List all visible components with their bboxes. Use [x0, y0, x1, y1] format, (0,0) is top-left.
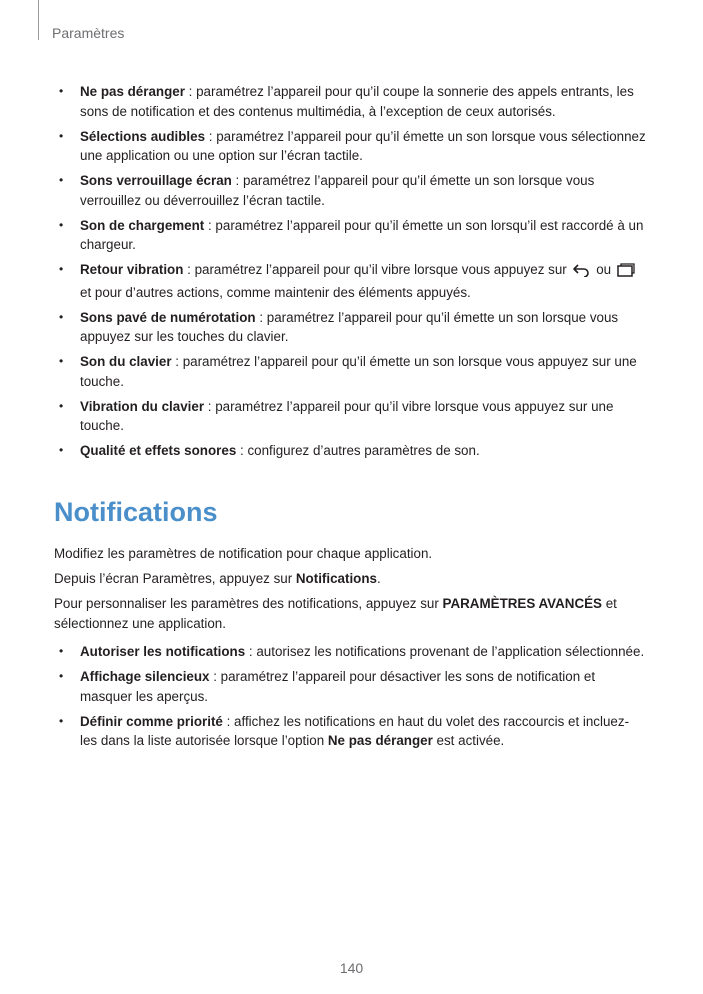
item-term: Son du clavier — [80, 354, 172, 369]
list-item — [54, 441, 646, 461]
item-term: Définir comme priorité — [80, 713, 223, 729]
bullet-dot: • — [59, 309, 64, 324]
item-description: : paramétrez l’appareil pour qu’il émette un son lorsqu’il est raccordé à un chargeur. — [80, 217, 644, 252]
item-term: Autoriser les notifications — [80, 644, 246, 659]
item-description-end: est activée. — [432, 733, 505, 748]
step-text: Pour personnaliser les paramètres des notifications, appuyez sur — [54, 596, 443, 611]
list-item — [54, 667, 646, 706]
notifications-step-1 — [54, 569, 646, 589]
notification-options-list — [54, 642, 646, 756]
item-term: Sélections audibles — [80, 128, 206, 144]
step-text-end: . — [376, 571, 381, 586]
item-term: Ne pas déranger — [80, 84, 185, 99]
sound-settings-list — [54, 82, 646, 466]
bullet-dot: • — [59, 354, 64, 368]
step-emphasis: PARAMÈTRES AVANCÉS — [442, 596, 602, 611]
item-description: : paramétrez l’appareil pour désactiver les sons de notification et masquer les aperçus. — [80, 669, 596, 704]
item-description: : configurez d’autres paramètres de son. — [236, 443, 480, 458]
section-title: Notifications — [54, 497, 218, 527]
item-description: : autorisez les notifications provenant de l’application sélectionnée. — [245, 644, 645, 659]
list-item — [54, 260, 646, 302]
bullet-dot: • — [59, 262, 64, 276]
item-term: Qualité et effets sonores — [80, 443, 237, 458]
bullet-dot: • — [59, 84, 64, 98]
list-item — [54, 642, 646, 662]
item-description: : paramétrez l’appareil pour qu’il vibre lorsque vous appuyez sur — [183, 262, 571, 277]
item-description: : paramétrez l’appareil pour qu’il émette un son lorsque vous sélectionnez une application ou une option sur l’écran tactile. — [80, 128, 646, 163]
bullet-dot: • — [59, 443, 64, 457]
step-text: Depuis l’écran Paramètres, appuyez sur — [54, 571, 296, 586]
recent-apps-icon — [617, 263, 635, 283]
item-term: Son de chargement — [80, 217, 205, 233]
step-emphasis: Notifications — [295, 571, 377, 586]
page-header-title: Paramètres — [52, 25, 125, 41]
list-item — [54, 308, 646, 347]
list-item — [54, 82, 646, 121]
item-description: : paramétrez l’appareil pour qu’il vibre lorsque vous appuyez sur une touche. — [80, 398, 614, 433]
item-term: Sons pavé de numérotation — [80, 309, 256, 325]
notifications-intro — [54, 544, 646, 564]
page-number: 140 — [339, 960, 364, 976]
bullet-dot: • — [59, 669, 64, 683]
item-description: : affichez les notifications en haut du volet des raccourcis et incluez-les dans la liste autorisée lorsque l’option — [80, 713, 630, 748]
item-description-or: ou — [592, 262, 615, 277]
step-text-end: et sélectionnez une application. — [54, 596, 617, 631]
item-description: : paramétrez l’appareil pour qu’il émette un son lorsque vous appuyez sur une touche. — [80, 354, 637, 389]
bullet-dot: • — [59, 713, 64, 728]
list-item — [54, 397, 646, 436]
list-item — [54, 216, 646, 255]
item-description: : paramétrez l’appareil pour qu’il coupe la sonnerie des appels entrants, les sons de notification et des contenus multimédia, à l’exception de ceux autorisés. — [80, 84, 634, 119]
bullet-dot: • — [59, 644, 64, 658]
header-rule — [38, 0, 39, 40]
item-term: Affichage silencieux — [80, 669, 210, 684]
item-description-end: et pour d’autres actions, comme maintenir des éléments appuyés. — [80, 284, 471, 300]
item-term: Sons verrouillage écran — [80, 173, 232, 188]
back-icon — [572, 263, 590, 283]
intro-text: Modifiez les paramètres de notification pour chaque application. — [54, 546, 433, 561]
list-item — [54, 171, 646, 210]
list-item — [54, 712, 646, 751]
item-term: Retour vibration — [80, 262, 184, 277]
item-description: : paramétrez l’appareil pour qu’il émette un son lorsque vous verrouillez ou déverrouillez l’écran tactile. — [80, 173, 595, 208]
bullet-dot: • — [59, 398, 64, 413]
bullet-dot: • — [59, 173, 64, 187]
bullet-dot: • — [59, 217, 64, 232]
item-description: : paramétrez l’appareil pour qu’il émette un son lorsque vous appuyez sur les touches du clavier. — [80, 309, 619, 344]
item-term-inline: Ne pas déranger — [327, 733, 433, 748]
item-term: Vibration du clavier — [80, 398, 205, 414]
list-item — [54, 352, 646, 391]
list-item — [54, 127, 646, 166]
bullet-dot: • — [59, 128, 64, 143]
notifications-step-2 — [54, 594, 646, 633]
